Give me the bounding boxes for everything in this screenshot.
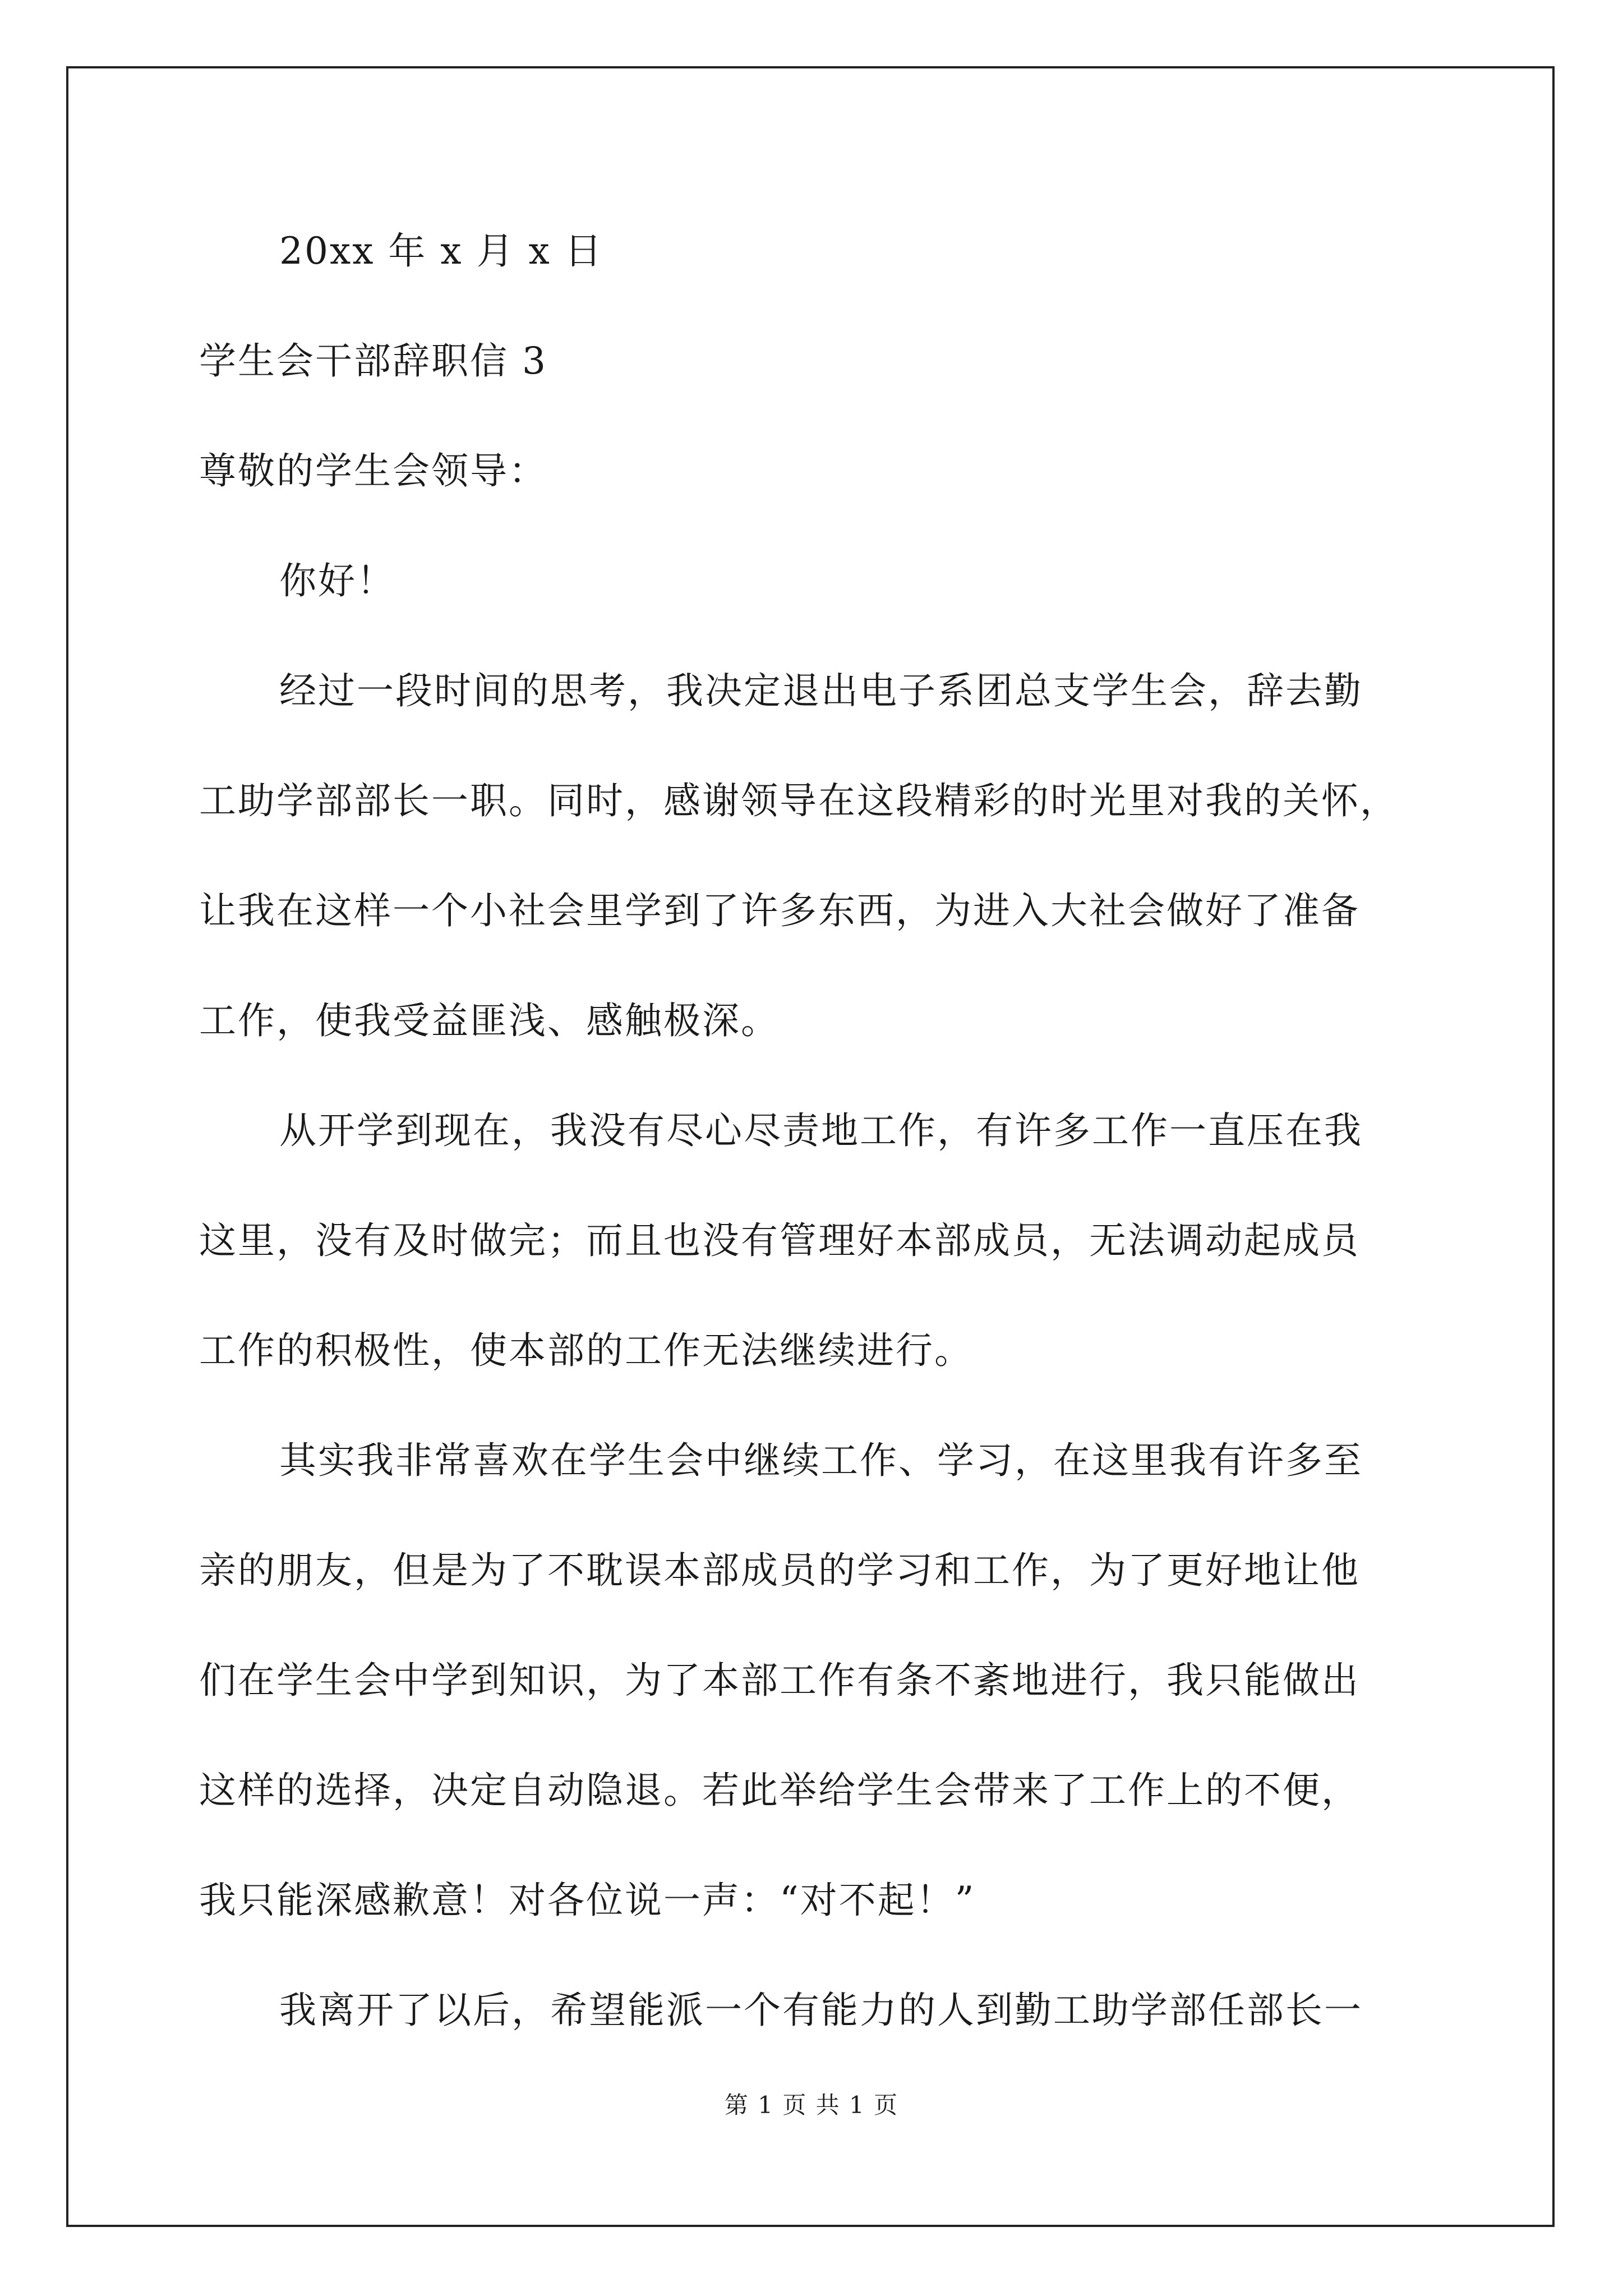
- paragraph-line: 经过一段时间的思考，我决定退出电子系团总支学生会，辞去勤: [279, 669, 1363, 712]
- page-footer: 第 1 页 共 1 页: [724, 2091, 899, 2119]
- paragraph-line: 其实我非常喜欢在学生会中继续工作、学习，在这里我有许多至: [279, 1439, 1363, 1482]
- paragraph-line: 工作，使我受益匪浅、感触极深。: [199, 999, 780, 1042]
- paragraph-line: 工作的积极性，使本部的工作无法继续进行。: [199, 1329, 973, 1372]
- paragraph-line: 我只能深感歉意！对各位说一声：“对不起！”: [199, 1879, 976, 1922]
- paragraph-line: 工助学部部长一职。同时，感谢领导在这段精彩的时光里对我的关怀，: [199, 779, 1399, 822]
- document-body: [199, 223, 1450, 2092]
- paragraph-line: 们在学生会中学到知识，为了本部工作有条不紊地进行，我只能做出: [199, 1659, 1360, 1702]
- paragraph-line: 这样的选择，决定自动隐退。若此举给学生会带来了工作上的不便，: [199, 1769, 1360, 1812]
- document-title: 学生会干部辞职信 3: [199, 339, 547, 383]
- paragraph-line: 让我在这样一个小社会里学到了许多东西，为进入大社会做好了准备: [199, 889, 1360, 932]
- paragraph-line: 亲的朋友，但是为了不耽误本部成员的学习和工作，为了更好地让他: [199, 1549, 1360, 1592]
- greeting: 你好！: [279, 559, 395, 602]
- paragraph-line: 这里，没有及时做完；而且也没有管理好本部成员，无法调动起成员: [199, 1219, 1360, 1262]
- salutation: 尊敬的学生会领导：: [199, 449, 547, 493]
- paragraph-line: 从开学到现在，我没有尽心尽责地工作，有许多工作一直压在我: [279, 1109, 1363, 1152]
- paragraph-line: 我离开了以后，希望能派一个有能力的人到勤工助学部任部长一: [279, 1989, 1363, 2032]
- date-line: 20xx 年 x 月 x 日: [279, 229, 603, 273]
